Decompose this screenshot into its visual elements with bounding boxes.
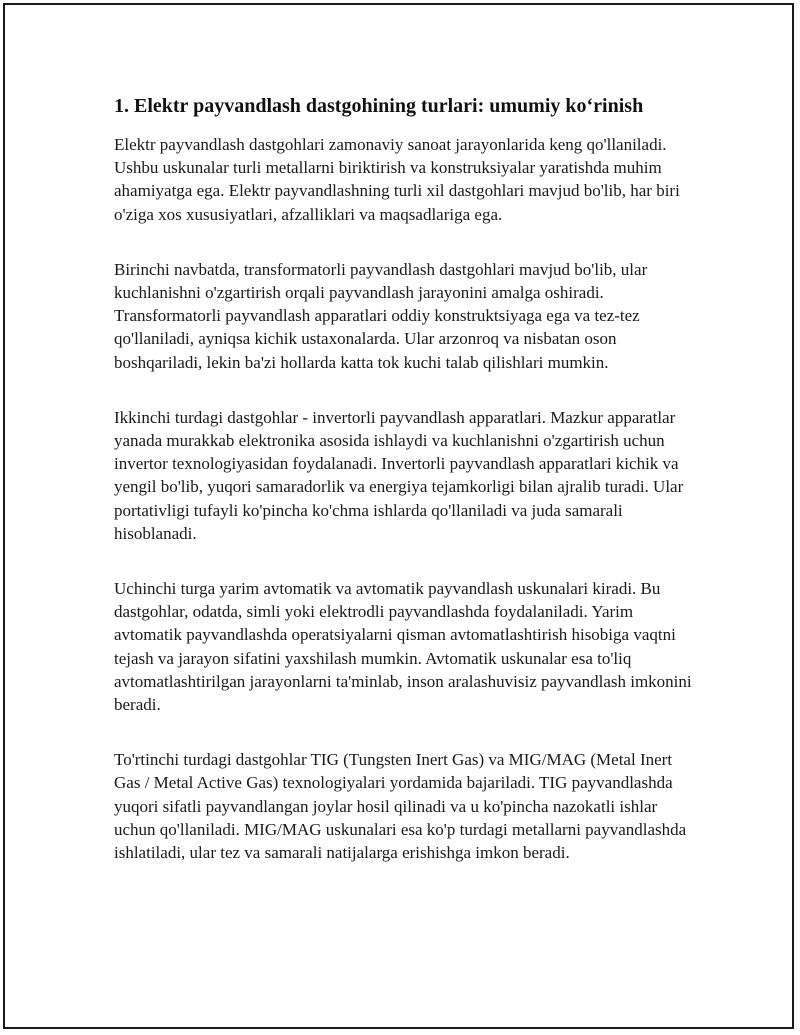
section-heading: 1. Elektr payvandlash dastgohining turlari: umumiy ko‘rinish [114,95,644,117]
paragraph-intro: Elektr payvandlash dastgohlari zamonaviy sanoat jarayonlarida keng qo'llaniladi. Ushbu uskunalar turli metallarni biriktirish va konstruksiyalar yaratishda muhim ahamiyatga ega. Elektr payvandlashning turli xil dastgohlari mavjud bo'lib, har biri o'ziga xos xususiyatlari, afzalliklari va maqsadlariga ega. [114,135,680,224]
paragraph-tig-mig: To'rtinchi turdagi dastgohlar TIG (Tungsten Inert Gas) va MIG/MAG (Metal Inert Gas / Metal Active Gas) texnologiyalari yordamida bajariladi. TIG payvandlashda yuqori sifatli payvandlangan joylar hosil qilinadi va u ko'pincha nazokatli ishlar uchun qo'llaniladi. MIG/MAG uskunalari esa ko'p turdagi metallarni payvandlashda ishlatiladi, ular tez va samarali natijalarga erishishga imkon beradi. [114,750,687,863]
paragraph-inverter: Ikkinchi turdagi dastgohlar - invertorli payvandlash apparatlari. Mazkur apparatlar yanada murakkab elektronika asosida ishlaydi va kuchlanishni o'zgartirish uchun invertor texnologiyasidan foydalanadi. Invertorli payvandlash apparatlari kichik va yengil bo'lib, yuqori samaradorlik va energiya tejamkorligi bilan ajralib turadi. Ular portativligi tufayli ko'pincha ko'chma ishlarda qo'llaniladi va juda samarali hisoblanadi. [114,407,684,543]
paragraph-automatic: Uchinchi turga yarim avtomatik va avtomatik payvandlash uskunalari kiradi. Bu dastgohlar, odatda, simli yoki elektrodli payvandlashda foydalaniladi. Yarim avtomatik payvandlashda operatsiyalarni qisman avtomatlashtirish hisobiga vaqtni tejash va jarayon sifatini yaxshilash mumkin. Avtomatik uskunalar esa to'liq avtomatlashtirilgan jarayonlarni ta'minlab, inson aralashuvisiz payvandlash imkonini beradi. [114,579,692,715]
document-body [114,93,694,864]
paragraph-transformer: Birinchi navbatda, transformatorli payvandlash dastgohlari mavjud bo'lib, ular kuchlanishni o'zgartirish orqali payvandlash jarayonini amalga oshiradi. Transformatorli payvandlash apparatlari oddiy konstruktsiyaga ega va tez-tez qo'llaniladi, ayniqsa kichik ustaxonalarda. Ular arzonroq va nisbatan oson boshqariladi, lekin ba'zi hollarda katta tok kuchi talab qilishlari mumkin. [114,259,648,372]
